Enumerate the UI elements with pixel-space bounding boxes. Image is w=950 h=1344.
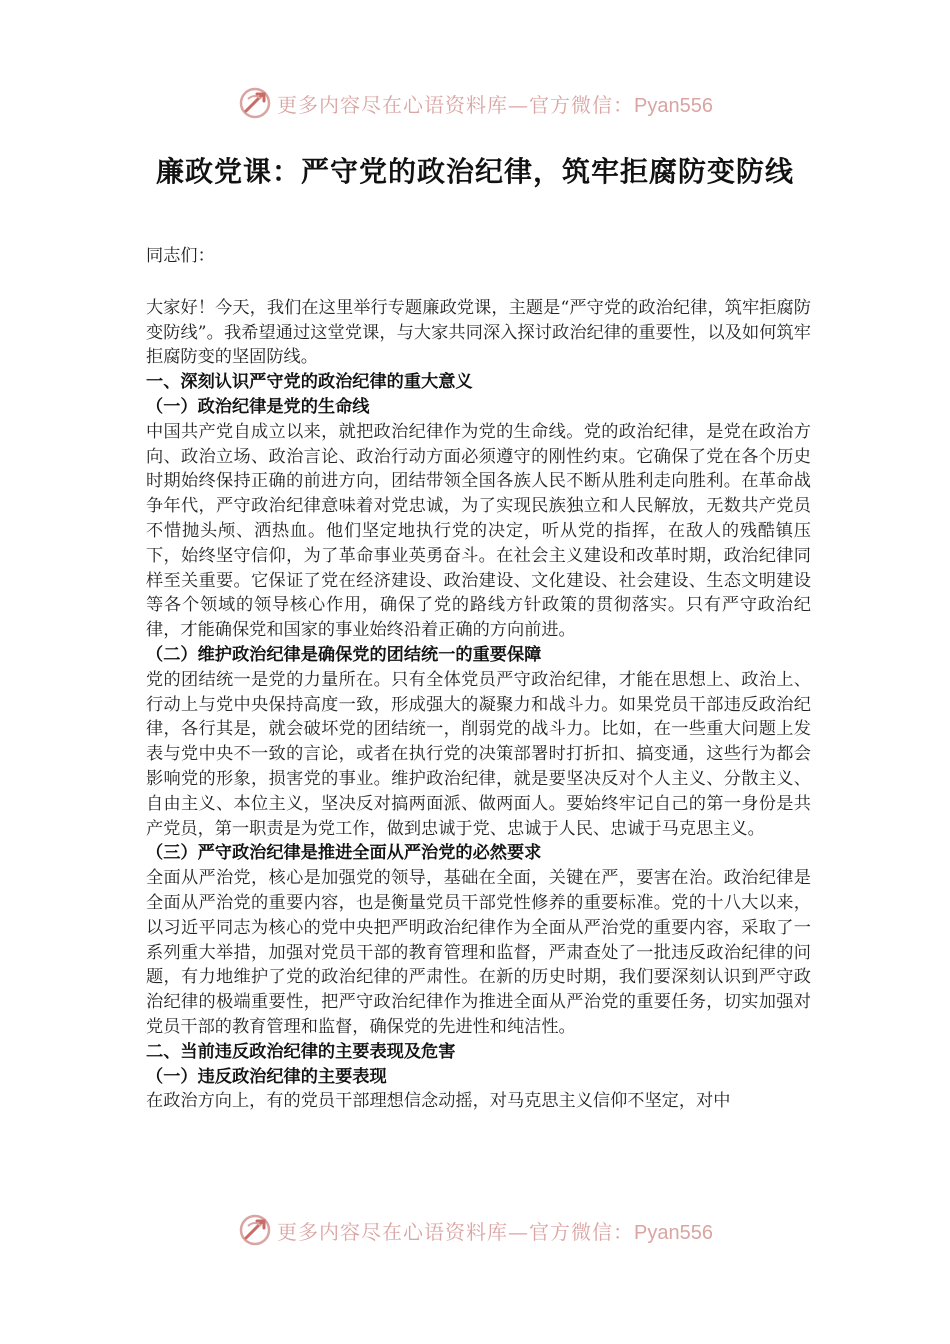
document-body — [146, 244, 811, 1114]
intro-paragraph: 大家好！今天，我们在这里举行专题廉政党课，主题是“严守党的政治纪律，筑牢拒腐防变防线”。我希望通过这堂党课，与大家共同深入探讨政治纪律的重要性，以及如何筑牢拒腐防变的坚固防线。 — [146, 297, 811, 368]
section-1-2-paragraph: 党的团结统一是党的力量所在。只有全体党员严守政治纪律，才能在思想上、政治上、行动上与党中央保持高度一致，形成强大的凝聚力和战斗力。如果党员干部违反政治纪律，各行其是，就会破坏党的团结统一，削弱党的战斗力。比如，在一些重大问题上发表与党中央不一致的言论，或者在执行党的决策部署时打折扣、搞变通，这些行为都会影响党的形象，损害党的事业。维护政治纪律，就是要坚决反对个人主义、分散主义、自由主义、本位主义，坚决反对搞两面派、做两面人。要始终牢记自己的第一身份是共产党员，第一职责是为党工作，做到忠诚于党、忠诚于人民、忠诚于马克思主义。 — [146, 669, 811, 839]
watermark-logo-icon — [237, 85, 273, 121]
watermark-text: 更多内容尽在心语资料库—官方微信：Pyan556 — [277, 1219, 713, 1244]
watermark-logo-icon — [237, 1212, 273, 1248]
document-title: 廉政党课：严守党的政治纪律，筑牢拒腐防变防线 — [155, 155, 794, 188]
section-1-2-heading: （二）维护政治纪律是确保党的团结统一的重要保障 — [146, 644, 542, 665]
section-1-1-paragraph: 中国共产党自成立以来，就把政治纪律作为党的生命线。党的政治纪律，是党在政治方向、政治立场、政治言论、政治行动方面必须遵守的刚性约束。它确保了党在各个历史时期始终保持正确的前进方向，团结带领全国各族人民不断从胜利走向胜利。在革命战争年代，严守政治纪律意味着对党忠诚，为了实现民族独立和人民解放，无数共产党员不惜抛头颅、洒热血。他们坚定地执行党的决定，听从党的指挥，在敌人的残酷镇压下，始终坚守信仰，为了革命事业英勇奋斗。在社会主义建设和改革时期，政治纪律同样至关重要。它保证了党在经济建设、政治建设、文化建设、社会建设、生态文明建设等各个领域的领导核心作用，确保了党的路线方针政策的贯彻落实。只有严守政治纪律，才能确保党和国家的事业始终沿着正确的方向前进。 — [146, 421, 811, 641]
section-1-3-paragraph: 全面从严治党，核心是加强党的领导，基础在全面，关键在严，要害在治。政治纪律是全面从严治党的重要内容，也是衡量党员干部党性修养的重要标准。党的十八大以来，以习近平同志为核心的党中央把严明政治纪律作为全面从严治党的重要内容，采取了一系列重大举措，加强对党员干部的教育管理和监督，严肃查处了一批违反政治纪律的问题，有力地维护了党的政治纪律的严肃性。在新的历史时期，我们要深刻认识到严守政治纪律的极端重要性，把严守政治纪律作为推进全面从严治党的重要任务，切实加强对党员干部的教育管理和监督，确保党的先进性和纯洁性。 — [146, 868, 811, 1037]
watermark-text: 更多内容尽在心语资料库—官方微信：Pyan556 — [277, 92, 713, 117]
section-2-1-paragraph: 在政治方向上，有的党员干部理想信念动摇，对马克思主义信仰不坚定，对中 — [146, 1091, 731, 1112]
greeting: 同志们： — [146, 246, 215, 266]
watermark-footer — [0, 1210, 950, 1250]
section-2-heading: 二、当前违反政治纪律的主要表现及危害 — [146, 1041, 456, 1062]
section-2-1-heading: （一）违反政治纪律的主要表现 — [146, 1066, 387, 1087]
section-1-heading: 一、深刻认识严守党的政治纪律的重大意义 — [146, 372, 473, 393]
watermark-id: Pyan556 — [634, 1221, 713, 1244]
watermark-id: Pyan556 — [634, 94, 713, 117]
watermark-header — [0, 83, 950, 123]
section-1-1-heading: （一）政治纪律是党的生命线 — [146, 396, 370, 417]
section-1-3-heading: （三）严守政治纪律是推进全面从严治党的必然要求 — [146, 843, 542, 864]
